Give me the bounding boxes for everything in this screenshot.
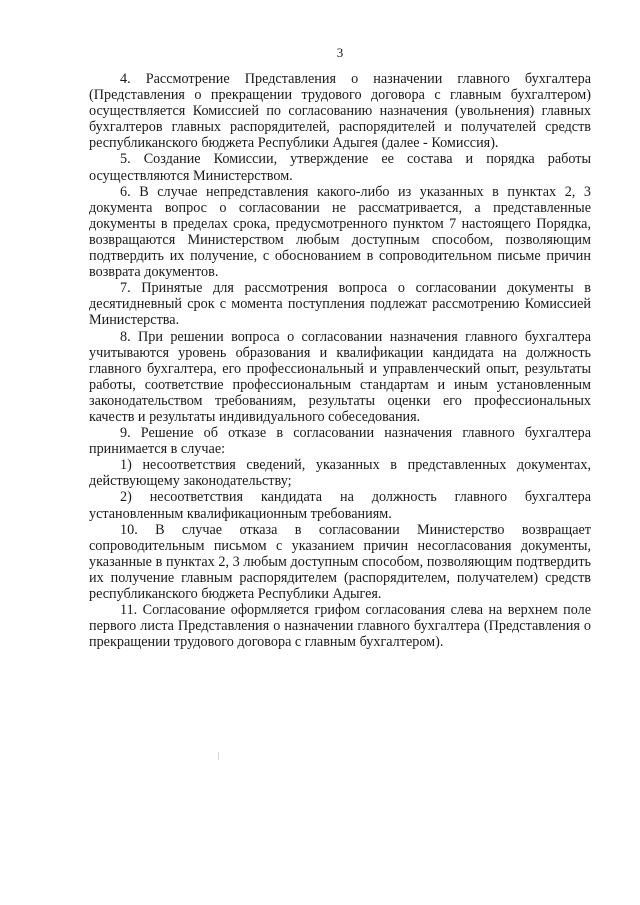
scan-artifact xyxy=(218,752,219,760)
paragraph-4-review: 4. Рассмотрение Представления о назначении главного бухгалтера (Представления о прекращении трудового договора с главным бухгалтером) осуществляется Комиссией по согласованию назначения (увольнения) главных бухгалтеров главных распорядителей, распорядителей и получателей средств республиканского бюджета Республики Адыгея (далее - Комиссия). xyxy=(89,71,591,152)
paragraph-10-return: 10. В случае отказа в согласовании Министерство возвращает сопроводительным письмом с указанием причин несогласования документы, указанные в пунктах 2, 3 любым доступным способом, позволяющим подтвердить их получение главным распорядителем (распорядителем, получателем) средств республиканского бюджета Республики Адыгея. xyxy=(89,521,591,602)
paragraph-9-item-1: 1) несоответствия сведений, указанных в представленных документах, действующему законодательству; xyxy=(89,457,591,490)
paragraph-6-non-submission: 6. В случае непредставления какого-либо из указанных в пунктах 2, 3 документа вопрос о согласовании не рассматривается, а представленные документы в пределах срока, предусмотренного пунктом 7 настоящего Порядка, возвращаются Министерством любым доступным способом, позволяющим подтвердить их получение, с обоснованием в сопроводительном письме причин возврата документов. xyxy=(89,183,591,281)
document-body xyxy=(89,71,591,650)
paragraph-9-refusal: 9. Решение об отказе в согласовании назначения главного бухгалтера принимается в случае: xyxy=(89,425,591,458)
paragraph-5-commission: 5. Создание Комиссии, утверждение ее состава и порядка работы осуществляются Министерством. xyxy=(89,151,591,184)
page-number: 3 xyxy=(336,45,344,60)
paragraph-7-accepted-documents: 7. Принятые для рассмотрения вопроса о согласовании документы в десятидневный срок с момента поступления подлежат рассмотрению Комиссией Министерства. xyxy=(89,280,591,329)
paragraph-11-approval-stamp: 11. Согласование оформляется грифом согласования слева на верхнем поле первого листа Представления о назначении главного бухгалтера (Представления о прекращении трудового договора с главным бухгалтером). xyxy=(89,602,591,651)
paragraph-8-criteria: 8. При решении вопроса о согласовании назначения главного бухгалтера учитываются уровень образования и квалификации кандидата на должность главного бухгалтера, его профессиональный и управленческий опыт, результаты работы, соответствие профессиональным стандартам и иным установленным законодательством требованиям, результаты оценки его профессиональных качеств и результаты индивидуального собеседования. xyxy=(89,328,591,425)
paragraph-9-item-2: 2) несоответствия кандидата на должность главного бухгалтера установленным квалификационным требованиям. xyxy=(89,489,591,522)
